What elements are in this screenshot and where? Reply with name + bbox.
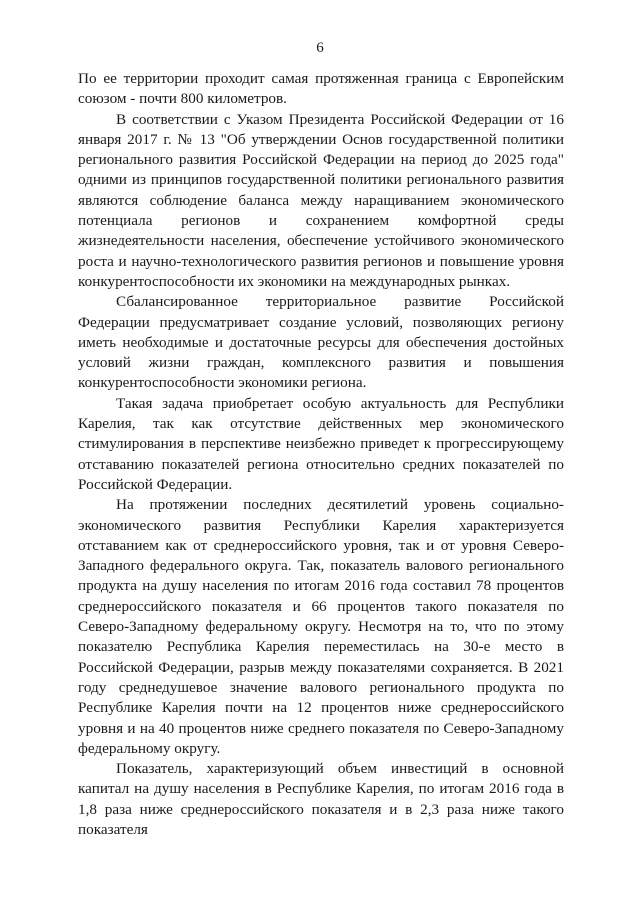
paragraph: Показатель, характеризующий объем инвестиций в основной капитал на душу населения в Республике Карелия, по итогам 2016 года в 1,8 раза ниже среднероссийского показателя и в 2,3 раза ниже такого показателя — [78, 760, 564, 838]
page-number: 6 — [316, 40, 324, 56]
paragraph: В соответствии с Указом Президента Российской Федерации от 16 января 2017 г. № 13 "Об утверждении Основ государственной политики регионального развития Российской Федерации на период до 2025 года" одними из принципов государственной политики регионального развития являются соблюдение баланса между наращиванием экономического потенциала регионов и сохранением комфортной среды жизнедеятельности населения, обеспечение устойчивого экономического роста и научно-технологического развития регионов и повышение уровня конкурентоспособности их экономики на международных рынках. — [78, 110, 564, 290]
paragraph-continuation: По ее территории проходит самая протяженная граница с Европейским союзом - почти 800 километров. — [78, 70, 564, 108]
paragraph: На протяжении последних десятилетий уровень социально-экономического развития Республики Карелия характеризуется отставанием как от среднероссийского уровня, так и от уровня Северо-Западного федерального округа. Так, показатель валового регионального продукта на душу населения по итогам 2016 года составил 78 процентов среднероссийского показателя и 66 процентов такого показателя по Северо-Западному федеральному округу. Несмотря на то, что по этому показателю Республика Карелия переместилась на 30-е место в Российской Федерации, разрыв между показателями сохраняется. В 2021 году среднедушевое значение валового регионального продукта по Республике Карелия почти на 12 процентов ниже среднероссийского уровня и на 40 процентов ниже среднего показателя по Северо-Западному федеральному округу. — [78, 496, 564, 757]
body-text — [78, 69, 564, 840]
paragraph: Такая задача приобретает особую актуальность для Республики Карелия, так как отсутствие действенных мер экономического стимулирования в перспективе неизбежно приведет к прогрессирующему отставанию показателей региона относительно средних показателей по Российской Федерации. — [78, 394, 564, 493]
paragraph: Сбалансированное территориальное развитие Российской Федерации предусматривает создание условий, позволяющих региону иметь необходимые и достаточные ресурсы для обеспечения достойных условий жизни граждан, комплексного развития и повышения конкурентоспособности экономики региона. — [78, 293, 564, 392]
